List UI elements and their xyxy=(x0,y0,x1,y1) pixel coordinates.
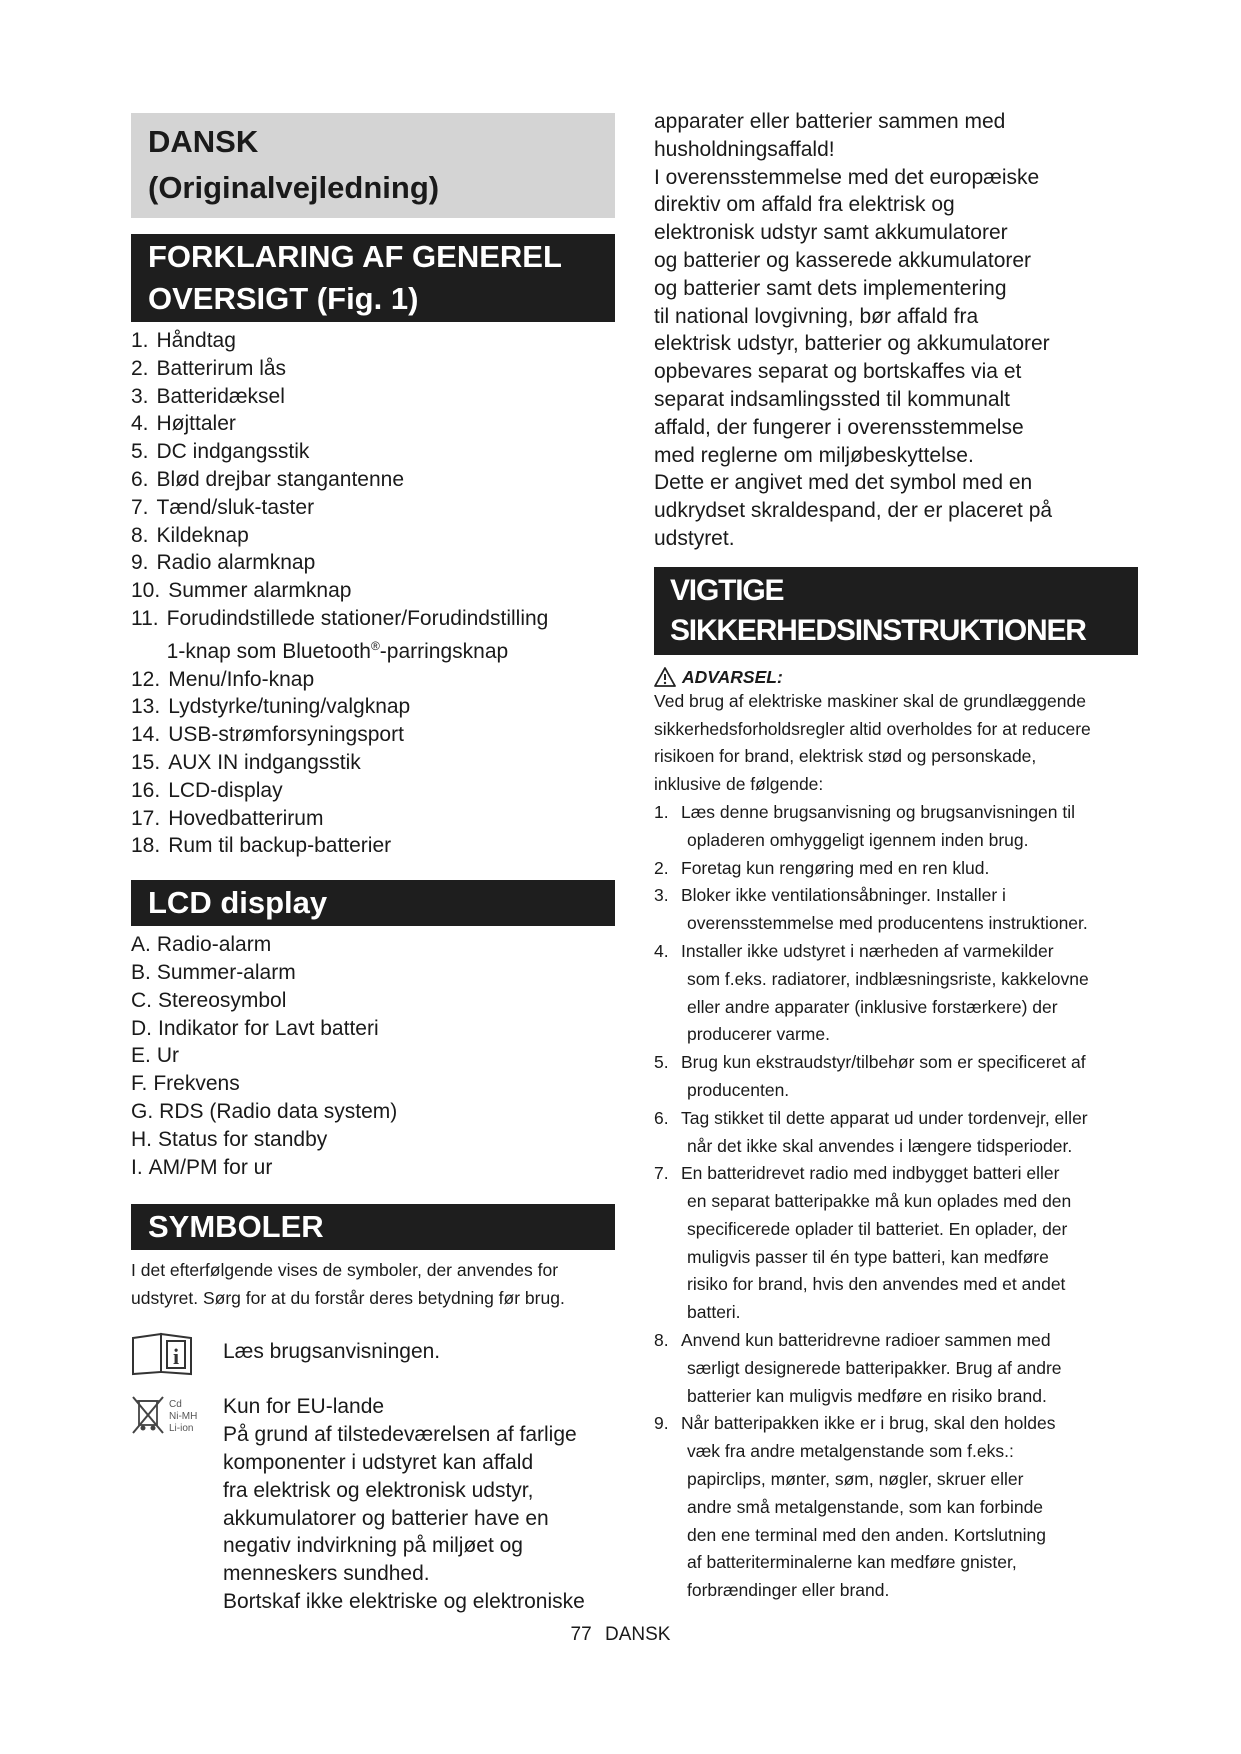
lcd-item-text: Status for standby xyxy=(158,1127,328,1151)
warning-item-line: Tag stikket til dette apparat ud under tordenvejr, eller xyxy=(681,1107,1088,1128)
lcd-item xyxy=(131,1126,615,1154)
item-text xyxy=(157,522,615,550)
warning-item xyxy=(654,1160,1138,1327)
lcd-item-letter: C. xyxy=(131,988,152,1012)
item-text-line: Forudindstillede stationer/Forudindstilling xyxy=(166,606,549,630)
overview-item xyxy=(131,777,615,805)
warning-item-text xyxy=(681,1049,1138,1105)
page-footer xyxy=(0,1624,1241,1646)
warning-item-line: som f.eks. radiatorer, indblæsningsriste, kakkelovne xyxy=(687,968,1089,989)
disposal-text-line: Dette er angivet med det symbol med en xyxy=(654,471,1033,495)
overview-item xyxy=(131,327,615,355)
item-text xyxy=(167,605,615,666)
disposal-text-line: til national lovgivning, bør affald fra xyxy=(654,304,979,328)
disposal-text-line: elektronisk udstyr samt akkumulatorer xyxy=(654,221,1008,245)
warning-item-text xyxy=(681,799,1138,855)
item-number: 5. xyxy=(131,440,149,464)
lcd-items-list xyxy=(131,931,615,1181)
item-text xyxy=(157,355,615,383)
right-column xyxy=(654,110,1138,1605)
lcd-item-letter: F. xyxy=(131,1072,148,1096)
warning-item-line: producerer varme. xyxy=(687,1024,830,1045)
item-text xyxy=(168,749,615,777)
eu-text-line: negativ indvirkning på miljøet og xyxy=(223,1534,523,1558)
item-text xyxy=(157,438,615,466)
item-text-continued-end: -parringsknap xyxy=(379,639,509,663)
lcd-item xyxy=(131,1015,615,1043)
warning-item-number: 1. xyxy=(654,801,669,822)
bin-label-cd: Cd xyxy=(169,1399,182,1411)
overview-parts-list xyxy=(131,327,615,860)
disposal-text-line: med reglerne om miljøbeskyttelse. xyxy=(654,443,974,467)
warning-item-line: specificerede oplader til batteriet. En oplader, der xyxy=(687,1218,1068,1239)
item-text-line: Blød drejbar stangantenne xyxy=(156,467,405,491)
lcd-item xyxy=(131,1098,615,1126)
warning-item-line: Anvend kun batteridrevne radioer sammen med xyxy=(681,1330,1051,1351)
lcd-item-text: Frekvens xyxy=(153,1072,240,1096)
item-text xyxy=(168,777,615,805)
warning-item-line: eller andre apparater (inklusive forstærkere) der xyxy=(687,996,1058,1017)
item-text xyxy=(157,466,615,494)
item-text-line: LCD-display xyxy=(168,778,283,802)
warning-intro-line: inklusive de følgende: xyxy=(654,774,824,795)
disposal-text-line: udstyret. xyxy=(654,526,735,550)
language-title-box xyxy=(131,113,615,218)
warning-item-line: en separat batteripakke må kun oplades med den xyxy=(687,1191,1072,1212)
read-manual-icon xyxy=(131,1332,223,1381)
warning-item-text xyxy=(681,1105,1138,1161)
warning-label: ADVARSEL: xyxy=(682,666,783,687)
item-number: 2. xyxy=(131,356,149,380)
item-number: 13. xyxy=(131,695,161,719)
warning-item-line: Brug kun ekstraudstyr/tilbehør som er specificeret af xyxy=(681,1052,1086,1073)
warning-item-line: når det ikke skal anvendes i længere tidsperioder. xyxy=(687,1135,1073,1156)
warning-items-list xyxy=(654,799,1138,1605)
lcd-item xyxy=(131,987,615,1015)
item-text xyxy=(157,327,615,355)
lcd-item-letter: H. xyxy=(131,1127,152,1151)
item-number: 10. xyxy=(131,579,161,603)
item-text-line: Radio alarmknap xyxy=(156,551,316,575)
disposal-text-line: apparater eller batterier sammen med xyxy=(654,110,1006,133)
warning-item-line: forbrændinger eller brand. xyxy=(687,1580,890,1601)
item-text-line: Summer alarmknap xyxy=(168,579,352,603)
lcd-item-letter: B. xyxy=(131,960,151,984)
warning-item-text xyxy=(681,1410,1138,1605)
warning-item-line: af batteriterminalerne kan medføre gnister, xyxy=(687,1552,1017,1573)
warning-item-text xyxy=(681,855,1138,883)
overview-item xyxy=(131,577,615,605)
warning-item-line: Læs denne brugsanvisning og brugsanvisningen til xyxy=(681,801,1076,822)
warning-item-number: 2. xyxy=(654,857,669,878)
overview-section-header xyxy=(131,234,615,322)
item-text-line: Lydstyrke/tuning/valgknap xyxy=(168,695,411,719)
item-text xyxy=(157,494,615,522)
warning-item xyxy=(654,1105,1138,1161)
bin-label-nimh: Ni-MH xyxy=(169,1411,198,1423)
item-text xyxy=(168,721,615,749)
item-number: 7. xyxy=(131,495,149,519)
overview-item xyxy=(131,693,615,721)
lcd-item-text: Summer-alarm xyxy=(156,960,296,984)
item-text-line: Hovedbatterirum xyxy=(168,806,324,830)
warning-item-number: 5. xyxy=(654,1052,669,1073)
warning-item-line: producenten. xyxy=(687,1079,790,1100)
warning-item-line: opladeren omhyggeligt igennem inden brug. xyxy=(687,829,1029,850)
overview-item xyxy=(131,749,615,777)
lcd-item xyxy=(131,959,615,987)
item-text-continued xyxy=(167,633,615,666)
overview-item xyxy=(131,410,615,438)
warning-item-line: muligvis passer til én type batteri, kan medføre xyxy=(687,1246,1049,1267)
disposal-text-line: direktiv om affald fra elektrisk og xyxy=(654,193,955,217)
item-text-line: AUX IN indgangsstik xyxy=(168,750,361,774)
item-text xyxy=(168,693,615,721)
item-number: 14. xyxy=(131,723,161,747)
symbols-intro: I det efterfølgende vises de symboler, der anvendes for udstyret. Sørg for at du forstår deres betydning før brug. xyxy=(131,1260,565,1308)
warning-item-line: andre små metalgenstande, som kan forbinde xyxy=(687,1496,1044,1517)
lcd-item-letter: D. xyxy=(131,1016,152,1040)
warning-item-number: 4. xyxy=(654,940,669,961)
item-text xyxy=(168,666,615,694)
lcd-item-text: Indikator for Lavt batteri xyxy=(158,1016,379,1040)
item-text xyxy=(157,410,615,438)
language-subtitle: (Originalvejledning) xyxy=(148,170,440,205)
eu-text-line: komponenter i udstyret kan affald xyxy=(223,1450,534,1474)
warning-item-line: den ene terminal med den anden. Kortslutning xyxy=(687,1524,1046,1545)
warning-item xyxy=(654,1049,1138,1105)
overview-item xyxy=(131,805,615,833)
lcd-item-text: RDS (Radio data system) xyxy=(159,1099,398,1123)
overview-item xyxy=(131,605,615,666)
eu-text-line: akkumulatorer og batterier have en xyxy=(223,1506,549,1530)
warning-item xyxy=(654,855,1138,883)
warning-item-line: Når batteripakken ikke er i brug, skal den holdes xyxy=(681,1413,1056,1434)
overview-item xyxy=(131,832,615,860)
overview-item xyxy=(131,522,615,550)
eu-text-line: Bortskaf ikke elektriske og elektroniske xyxy=(223,1589,585,1613)
warning-item-number: 9. xyxy=(654,1413,669,1434)
warning-item xyxy=(654,1410,1138,1605)
item-text-continued-start: 1-knap som Bluetooth xyxy=(166,639,371,663)
overview-item xyxy=(131,383,615,411)
disposal-text-line: og batterier og kasserede akkumulatorer xyxy=(654,248,1032,272)
warning-item xyxy=(654,1327,1138,1410)
warning-item-line: batteri. xyxy=(687,1302,741,1323)
item-text xyxy=(168,577,615,605)
disposal-text-line: og batterier samt dets implementering xyxy=(654,276,1007,300)
item-text-line: Rum til backup-batterier xyxy=(168,834,392,858)
lcd-item-text: Radio-alarm xyxy=(156,933,272,957)
warning-item-text xyxy=(681,1160,1138,1327)
warning-item-line: væk fra andre metalgenstande som f.eks.: xyxy=(687,1441,1014,1462)
disposal-text-line: elektrisk udstyr, batterier og akkumulatorer xyxy=(654,332,1050,356)
lcd-item-letter: I. xyxy=(131,1155,143,1179)
warning-intro-line: sikkerhedsforholdsregler altid overholdes for at reducere xyxy=(654,718,1091,739)
read-manual-text: Læs brugsanvisningen. xyxy=(223,1340,441,1364)
language-title: DANSK xyxy=(148,124,259,159)
item-text xyxy=(157,383,615,411)
item-number: 16. xyxy=(131,778,161,802)
warning-triangle-icon xyxy=(654,667,676,687)
item-number: 8. xyxy=(131,523,149,547)
lcd-item xyxy=(131,1070,615,1098)
lcd-item-letter: G. xyxy=(131,1099,154,1123)
item-text-line: Kildeknap xyxy=(156,523,249,547)
left-column xyxy=(131,113,615,1616)
item-text-line: Tænd/sluk-taster xyxy=(156,495,315,519)
item-number: 4. xyxy=(131,412,149,436)
warning-item-number: 7. xyxy=(654,1163,669,1184)
disposal-continued-text xyxy=(654,108,1138,553)
item-number: 15. xyxy=(131,750,161,774)
warning-item-number: 6. xyxy=(654,1107,669,1128)
safety-header-line-1: VIGTIGE xyxy=(670,573,784,607)
item-number: 1. xyxy=(131,329,149,352)
item-text xyxy=(157,549,615,577)
warning-item xyxy=(654,799,1138,855)
overview-header-line-1: FORKLARING AF GENEREL xyxy=(148,239,562,274)
overview-item xyxy=(131,549,615,577)
warning-item-text xyxy=(681,882,1138,938)
item-text-line: Håndtag xyxy=(156,329,236,352)
item-text-line: Batteridæksel xyxy=(156,384,285,408)
item-number: 3. xyxy=(131,384,149,408)
overview-item xyxy=(131,721,615,749)
disposal-text-line: affald, der fungerer i overensstemmelse xyxy=(654,415,1024,439)
warning-intro-line: risikoen for brand, elektrisk stød og personskade, xyxy=(654,746,1037,767)
safety-header-line-2: SIKKERHEDSINSTRUKTIONER xyxy=(670,613,1086,647)
overview-header-line-2: OVERSIGT (Fig. 1) xyxy=(148,281,419,316)
warning-item xyxy=(654,882,1138,938)
symbols-section-header xyxy=(131,1204,615,1250)
warning-item-text xyxy=(681,938,1138,1049)
item-number: 18. xyxy=(131,834,161,858)
lcd-item xyxy=(131,931,615,959)
lcd-item-text: Stereosymbol xyxy=(158,988,287,1012)
lcd-item xyxy=(131,1154,615,1182)
warning-item-text xyxy=(681,1327,1138,1410)
warning-item-line: Foretag kun rengøring med en ren klud. xyxy=(681,857,990,878)
overview-item xyxy=(131,666,615,694)
warning-item-number: 3. xyxy=(654,885,669,906)
lcd-item-text: Ur xyxy=(156,1044,180,1068)
safety-section-header xyxy=(654,567,1138,655)
bin-label-liion: Li-ion xyxy=(169,1423,194,1435)
item-number: 11. xyxy=(131,606,159,630)
warning-intro xyxy=(654,688,1138,799)
eu-text-line: menneskers sundhed. xyxy=(223,1562,430,1586)
warning-item-line: Bloker ikke ventilationsåbninger. Installer i xyxy=(681,885,1006,906)
warning-item-line: papirclips, mønter, søm, nøgler, skruer eller xyxy=(687,1469,1024,1490)
item-text-line: Batterirum lås xyxy=(156,356,287,380)
eu-text-line: fra elektrisk og elektronisk udstyr, xyxy=(223,1478,534,1502)
lcd-item-text: AM/PM for ur xyxy=(148,1155,273,1179)
overview-item xyxy=(131,438,615,466)
item-text xyxy=(168,832,615,860)
warning-item-number: 8. xyxy=(654,1330,669,1351)
lcd-header-text: LCD display xyxy=(148,885,328,921)
eu-text-line: På grund af tilstedeværelsen af farlige xyxy=(223,1423,577,1447)
disposal-text-line: udkrydset skraldespand, der er placeret på xyxy=(654,499,1053,523)
item-text-line: USB-strømforsyningsport xyxy=(168,723,404,747)
warning-item-line: særligt designerede batteripakker. Brug af andre xyxy=(687,1357,1062,1378)
warning-item-line: Installer ikke udstyret i nærheden af varmekilder xyxy=(681,940,1054,961)
symbol-weee-row xyxy=(131,1393,615,1615)
lcd-item xyxy=(131,1042,615,1070)
warning-item-line: overensstemmelse med producentens instruktioner. xyxy=(687,913,1088,934)
footer-language: DANSK xyxy=(604,1624,671,1645)
disposal-text-line: I overensstemmelse med det europæiske xyxy=(654,165,1040,189)
warning-item xyxy=(654,938,1138,1049)
warning-intro-line: Ved brug af elektriske maskiner skal de grundlæggende xyxy=(654,690,1086,711)
symbol-manual-row xyxy=(131,1332,615,1381)
eu-text-line: Kun for EU-lande xyxy=(223,1395,385,1419)
warning-item-line: batterier kan muligvis medføre en risiko brand. xyxy=(687,1385,1047,1406)
overview-item xyxy=(131,466,615,494)
item-number: 6. xyxy=(131,467,149,491)
item-text xyxy=(168,805,615,833)
eu-disposal-text xyxy=(223,1393,585,1615)
disposal-text-line: opbevares separat og bortskaffes via et xyxy=(654,360,1022,384)
overview-item xyxy=(131,355,615,383)
item-text-line: DC indgangsstik xyxy=(156,440,310,464)
disposal-text-line: separat indsamlingssted til kommunalt xyxy=(654,387,1010,411)
crossed-bin-icon xyxy=(131,1393,223,1442)
item-text-line: Højttaler xyxy=(156,412,236,436)
item-number: 9. xyxy=(131,551,149,575)
item-text-line: Menu/Info-knap xyxy=(168,667,315,691)
item-number: 17. xyxy=(131,806,161,830)
item-number: 12. xyxy=(131,667,161,691)
symbols-header-text: SYMBOLER xyxy=(148,1209,324,1245)
lcd-section-header xyxy=(131,880,615,926)
lcd-item-letter: A. xyxy=(131,933,151,957)
svg-text:i: i xyxy=(172,1344,180,1370)
registered-mark: ® xyxy=(370,638,380,653)
page-number: 77 xyxy=(570,1624,592,1645)
disposal-text-line: husholdningsaffald! xyxy=(654,137,835,161)
warning-item-line: En batteridrevet radio med indbygget batteri eller xyxy=(681,1163,1060,1184)
lcd-item-letter: E. xyxy=(131,1044,151,1068)
warning-item-line: risiko for brand, hvis den anvendes med et andet xyxy=(687,1274,1066,1295)
warning-title xyxy=(654,667,1138,688)
overview-item xyxy=(131,494,615,522)
